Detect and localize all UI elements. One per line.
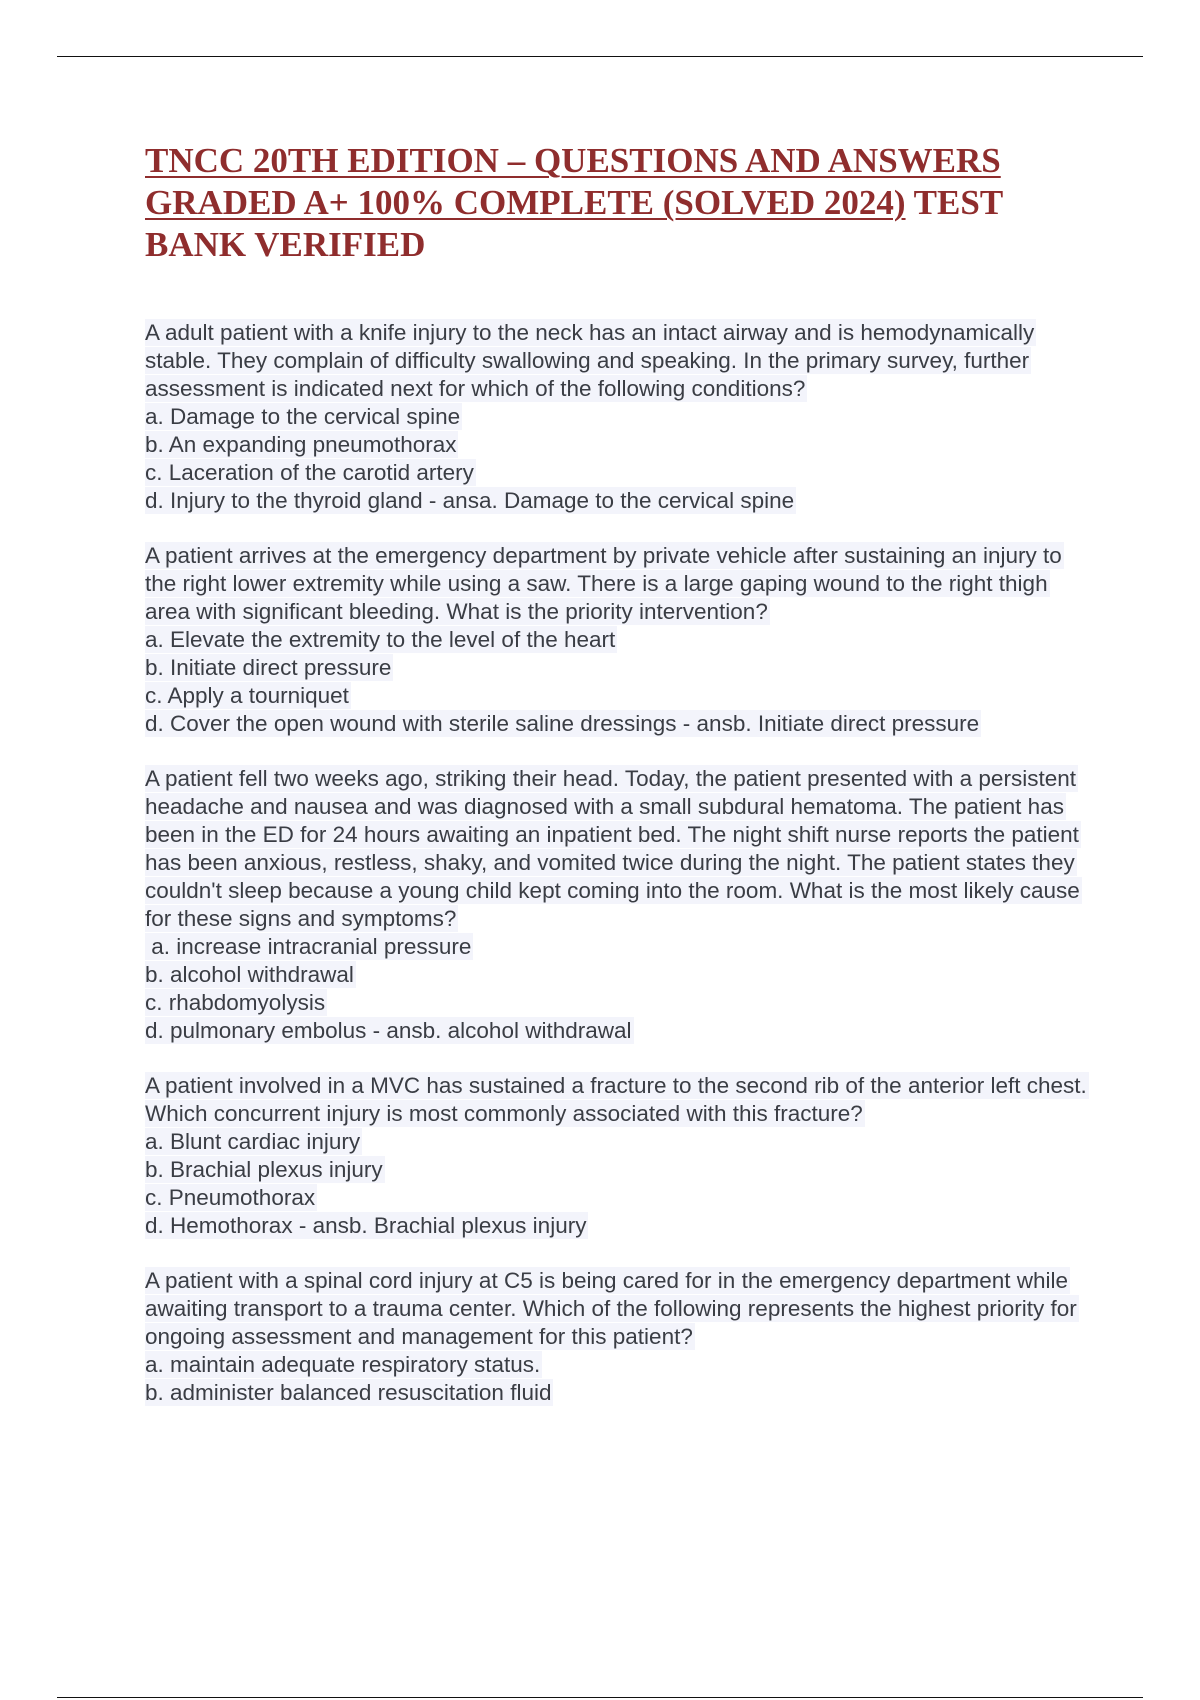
answer-option: d. Injury to the thyroid gland - ansa. Damage to the cervical spine bbox=[145, 488, 795, 513]
document-page bbox=[145, 140, 1095, 1434]
answer-option: a. maintain adequate respiratory status. bbox=[145, 1352, 541, 1377]
question-5 bbox=[145, 1267, 1095, 1407]
question-stem: A patient fell two weeks ago, striking their head. Today, the patient presented with a persistent headache and nausea and was diagnosed with a small subdural hematoma. The patient has been in the ED for 24 hours awaiting an inpatient bed. The night shift nurse reports the patient has been anxious, restless, shaky, and vomited twice during the night. The patient states they couldn't sleep because a young child kept coming into the room. What is the most likely cause for these signs and symptoms? bbox=[145, 766, 1080, 931]
question-4 bbox=[145, 1072, 1095, 1240]
answer-option: b. Brachial plexus injury bbox=[145, 1157, 383, 1182]
answer-option: c. Apply a tourniquet bbox=[145, 683, 349, 708]
answer-option: c. rhabdomyolysis bbox=[145, 990, 326, 1015]
question-stem: A adult patient with a knife injury to the neck has an intact airway and is hemodynamically stable. They complain of difficulty swallowing and speaking. In the primary survey, further assessment is indicated next for which of the following conditions? bbox=[145, 320, 1035, 401]
title-rest: TEST BANK VERIFIED bbox=[145, 183, 1003, 264]
answer-option: a. Blunt cardiac injury bbox=[145, 1129, 361, 1154]
top-rule bbox=[57, 56, 1143, 57]
answer-option: d. pulmonary embolus - ansb. alcohol withdrawal bbox=[145, 1018, 632, 1043]
question-2 bbox=[145, 542, 1095, 738]
answer-option: a. Damage to the cervical spine bbox=[145, 404, 461, 429]
answer-option: c. Laceration of the carotid artery bbox=[145, 460, 474, 485]
question-stem: A patient arrives at the emergency department by private vehicle after sustaining an injury to the right lower extremity while using a saw. There is a large gaping wound to the right thigh area with significant bleeding. What is the priority intervention? bbox=[145, 543, 1062, 624]
question-stem: A patient involved in a MVC has sustained a fracture to the second rib of the anterior left chest. Which concurrent injury is most commonly associated with this fracture? bbox=[145, 1073, 1087, 1126]
title-underlined: TNCC 20TH EDITION – QUESTIONS AND ANSWERS GRADED A+ 100% COMPLETE (SOLVED 2024) bbox=[145, 141, 1001, 222]
answer-option: d. Cover the open wound with sterile saline dressings - ansb. Initiate direct pressure bbox=[145, 711, 980, 736]
bottom-rule bbox=[57, 1697, 1143, 1698]
question-stem: A patient with a spinal cord injury at C5 is being cared for in the emergency department while awaiting transport to a trauma center. Which of the following represents the highest priority for ongoing assessment and management for this patient? bbox=[145, 1268, 1077, 1349]
question-3 bbox=[145, 765, 1095, 1045]
answer-option: d. Hemothorax - ansb. Brachial plexus injury bbox=[145, 1213, 587, 1238]
answer-option: c. Pneumothorax bbox=[145, 1185, 316, 1210]
document-title bbox=[145, 140, 1095, 266]
answer-option: b. administer balanced resuscitation fluid bbox=[145, 1380, 552, 1405]
answer-option: b. alcohol withdrawal bbox=[145, 962, 354, 987]
answer-option: a. increase intracranial pressure bbox=[145, 934, 472, 959]
answer-option: b. An expanding pneumothorax bbox=[145, 432, 457, 457]
answer-option: a. Elevate the extremity to the level of the heart bbox=[145, 627, 616, 652]
question-1 bbox=[145, 319, 1095, 515]
answer-option: b. Initiate direct pressure bbox=[145, 655, 392, 680]
